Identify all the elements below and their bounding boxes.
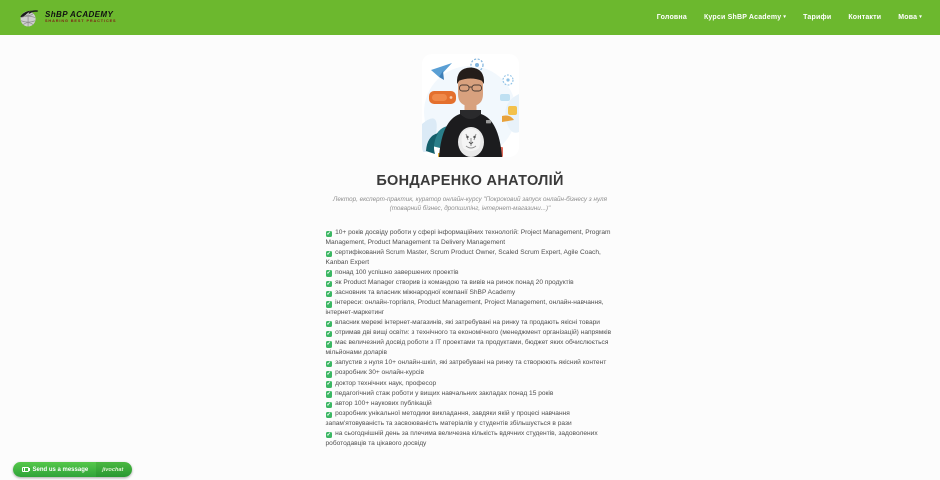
list-item: [326, 298, 615, 317]
list-item-text: отримав дві вищі освіти: з технічного та економічного (менеджмент організацій) напрямків: [335, 329, 612, 337]
site-header: [0, 0, 940, 35]
list-item-text: педагогічний стаж роботи у вищих навчальних закладах понад 15 років: [335, 389, 554, 397]
list-item-text: інтереси: онлайн-торгівля, Product Management, Project Management, онлайн-навчання, інтернет-маркетинг: [325, 299, 604, 316]
list-item: [326, 399, 615, 409]
chat-widget-left: [13, 462, 96, 477]
message-icon: [22, 467, 29, 473]
chevron-down-icon: ▾: [783, 14, 787, 20]
check-icon: ✓: [326, 300, 332, 307]
check-icon: ✓: [326, 341, 332, 348]
list-item: [326, 328, 615, 338]
list-item-text: власник мережі інтернет-магазинів, які затребувані на ринку та продають якісні товари: [335, 319, 600, 327]
logo-title: ShBP ACADEMY: [45, 9, 114, 19]
profile-photo-illustration: [422, 54, 519, 157]
list-item: [326, 248, 615, 267]
list-item: [326, 338, 615, 357]
list-item: [326, 389, 615, 399]
list-item-text: як Product Manager створив із командою та вивів на ринок понад 20 продуктів: [335, 278, 574, 286]
check-icon: ✓: [326, 320, 332, 327]
check-icon: ✓: [326, 360, 332, 367]
page-title: БОНДАРЕНКО АНАТОЛІЙ: [376, 173, 564, 189]
list-item: [326, 368, 615, 378]
list-item-text: 10+ років досвіду роботи у сфері інформаційних технологій: Project Management, Program Management, Product Management та Delivery Management: [325, 229, 611, 246]
list-item: [326, 288, 615, 298]
list-item: [326, 409, 615, 428]
nav-item-3[interactable]: Контакти: [848, 14, 882, 21]
list-item-text: понад 100 успішно завершених проектів: [335, 268, 459, 276]
list-item-text: автор 100+ наукових публікацій: [335, 400, 432, 407]
nav-item-2[interactable]: Тарифи: [803, 14, 832, 21]
chevron-down-icon: ▾: [919, 14, 922, 20]
profile-photo: [422, 54, 519, 157]
list-item-text: має величезний досвід роботи з ІТ проектами та продуктами, бюджет яких обчислюється мільйонами доларів: [325, 339, 609, 357]
chat-widget-button[interactable]: [13, 462, 132, 477]
profile-subtitle: Лектор, експерт-практик, куратор онлайн-курсу "Покроковий запуск онлайн-бізнесу з нуля (товарний бізнес, дропшипінг, інтернет-магазини...)": [333, 196, 607, 212]
check-icon: ✓: [326, 250, 332, 257]
list-item-text: засновник та власник міжнародної компанії ShBP Academy: [335, 289, 516, 297]
check-icon: ✓: [326, 401, 332, 408]
list-item-text: розробник 30+ онлайн-курсів: [335, 369, 425, 377]
check-icon: ✓: [326, 391, 332, 398]
nav-item-4[interactable]: Мова ▾: [898, 14, 922, 21]
list-item: [326, 429, 615, 448]
list-item: [326, 228, 615, 247]
achievements-list: [326, 228, 615, 448]
check-icon: ✓: [326, 381, 332, 388]
check-icon: ✓: [326, 290, 332, 297]
nav-item-0[interactable]: Головна: [656, 14, 687, 21]
list-item-text: доктор технічних наук, професор: [335, 379, 437, 387]
chat-widget-label: Send us a message: [32, 466, 89, 473]
chat-widget-brand: jivochat: [96, 462, 132, 477]
list-item: [326, 318, 615, 328]
check-icon: ✓: [326, 431, 332, 438]
check-icon: ✓: [326, 411, 332, 418]
list-item: [326, 358, 615, 368]
logo-tagline: SHARING BEST PRACTICES: [45, 19, 117, 24]
check-icon: ✓: [326, 330, 332, 337]
check-icon: ✓: [326, 230, 332, 237]
list-item: [326, 379, 615, 389]
list-item-text: сертифікований Scrum Master, Scrum Product Owner, Scaled Scrum Expert, Agile Coach, Kanban Expert: [325, 248, 601, 266]
site-logo[interactable]: [18, 7, 116, 29]
list-item: [326, 278, 615, 288]
check-icon: ✓: [326, 280, 332, 287]
check-icon: ✓: [326, 270, 332, 277]
list-item-text: запустив з нуля 10+ онлайн-шкіл, які затребувані на ринку та створюють якісний контент: [335, 359, 607, 367]
main-content: [0, 35, 940, 448]
nav-item-1[interactable]: Курси ShBP Academy ▾: [703, 14, 787, 21]
main-nav: [657, 14, 922, 21]
list-item: [326, 268, 615, 278]
logo-text: [45, 11, 116, 24]
check-icon: ✓: [326, 371, 332, 378]
globe-swoosh-logo-icon: [18, 7, 40, 29]
list-item-text: на сьогоднішній день за плечима величезна кількість вдячних студентів, задоволених роботодавців та цікавого досвіду: [325, 429, 598, 447]
list-item-text: розробник унікальної методики викладання, завдяки якій у процесі навчання запам'ятовуваність та засвоюваність матеріалів у студентів збільшується в рази: [325, 410, 572, 427]
